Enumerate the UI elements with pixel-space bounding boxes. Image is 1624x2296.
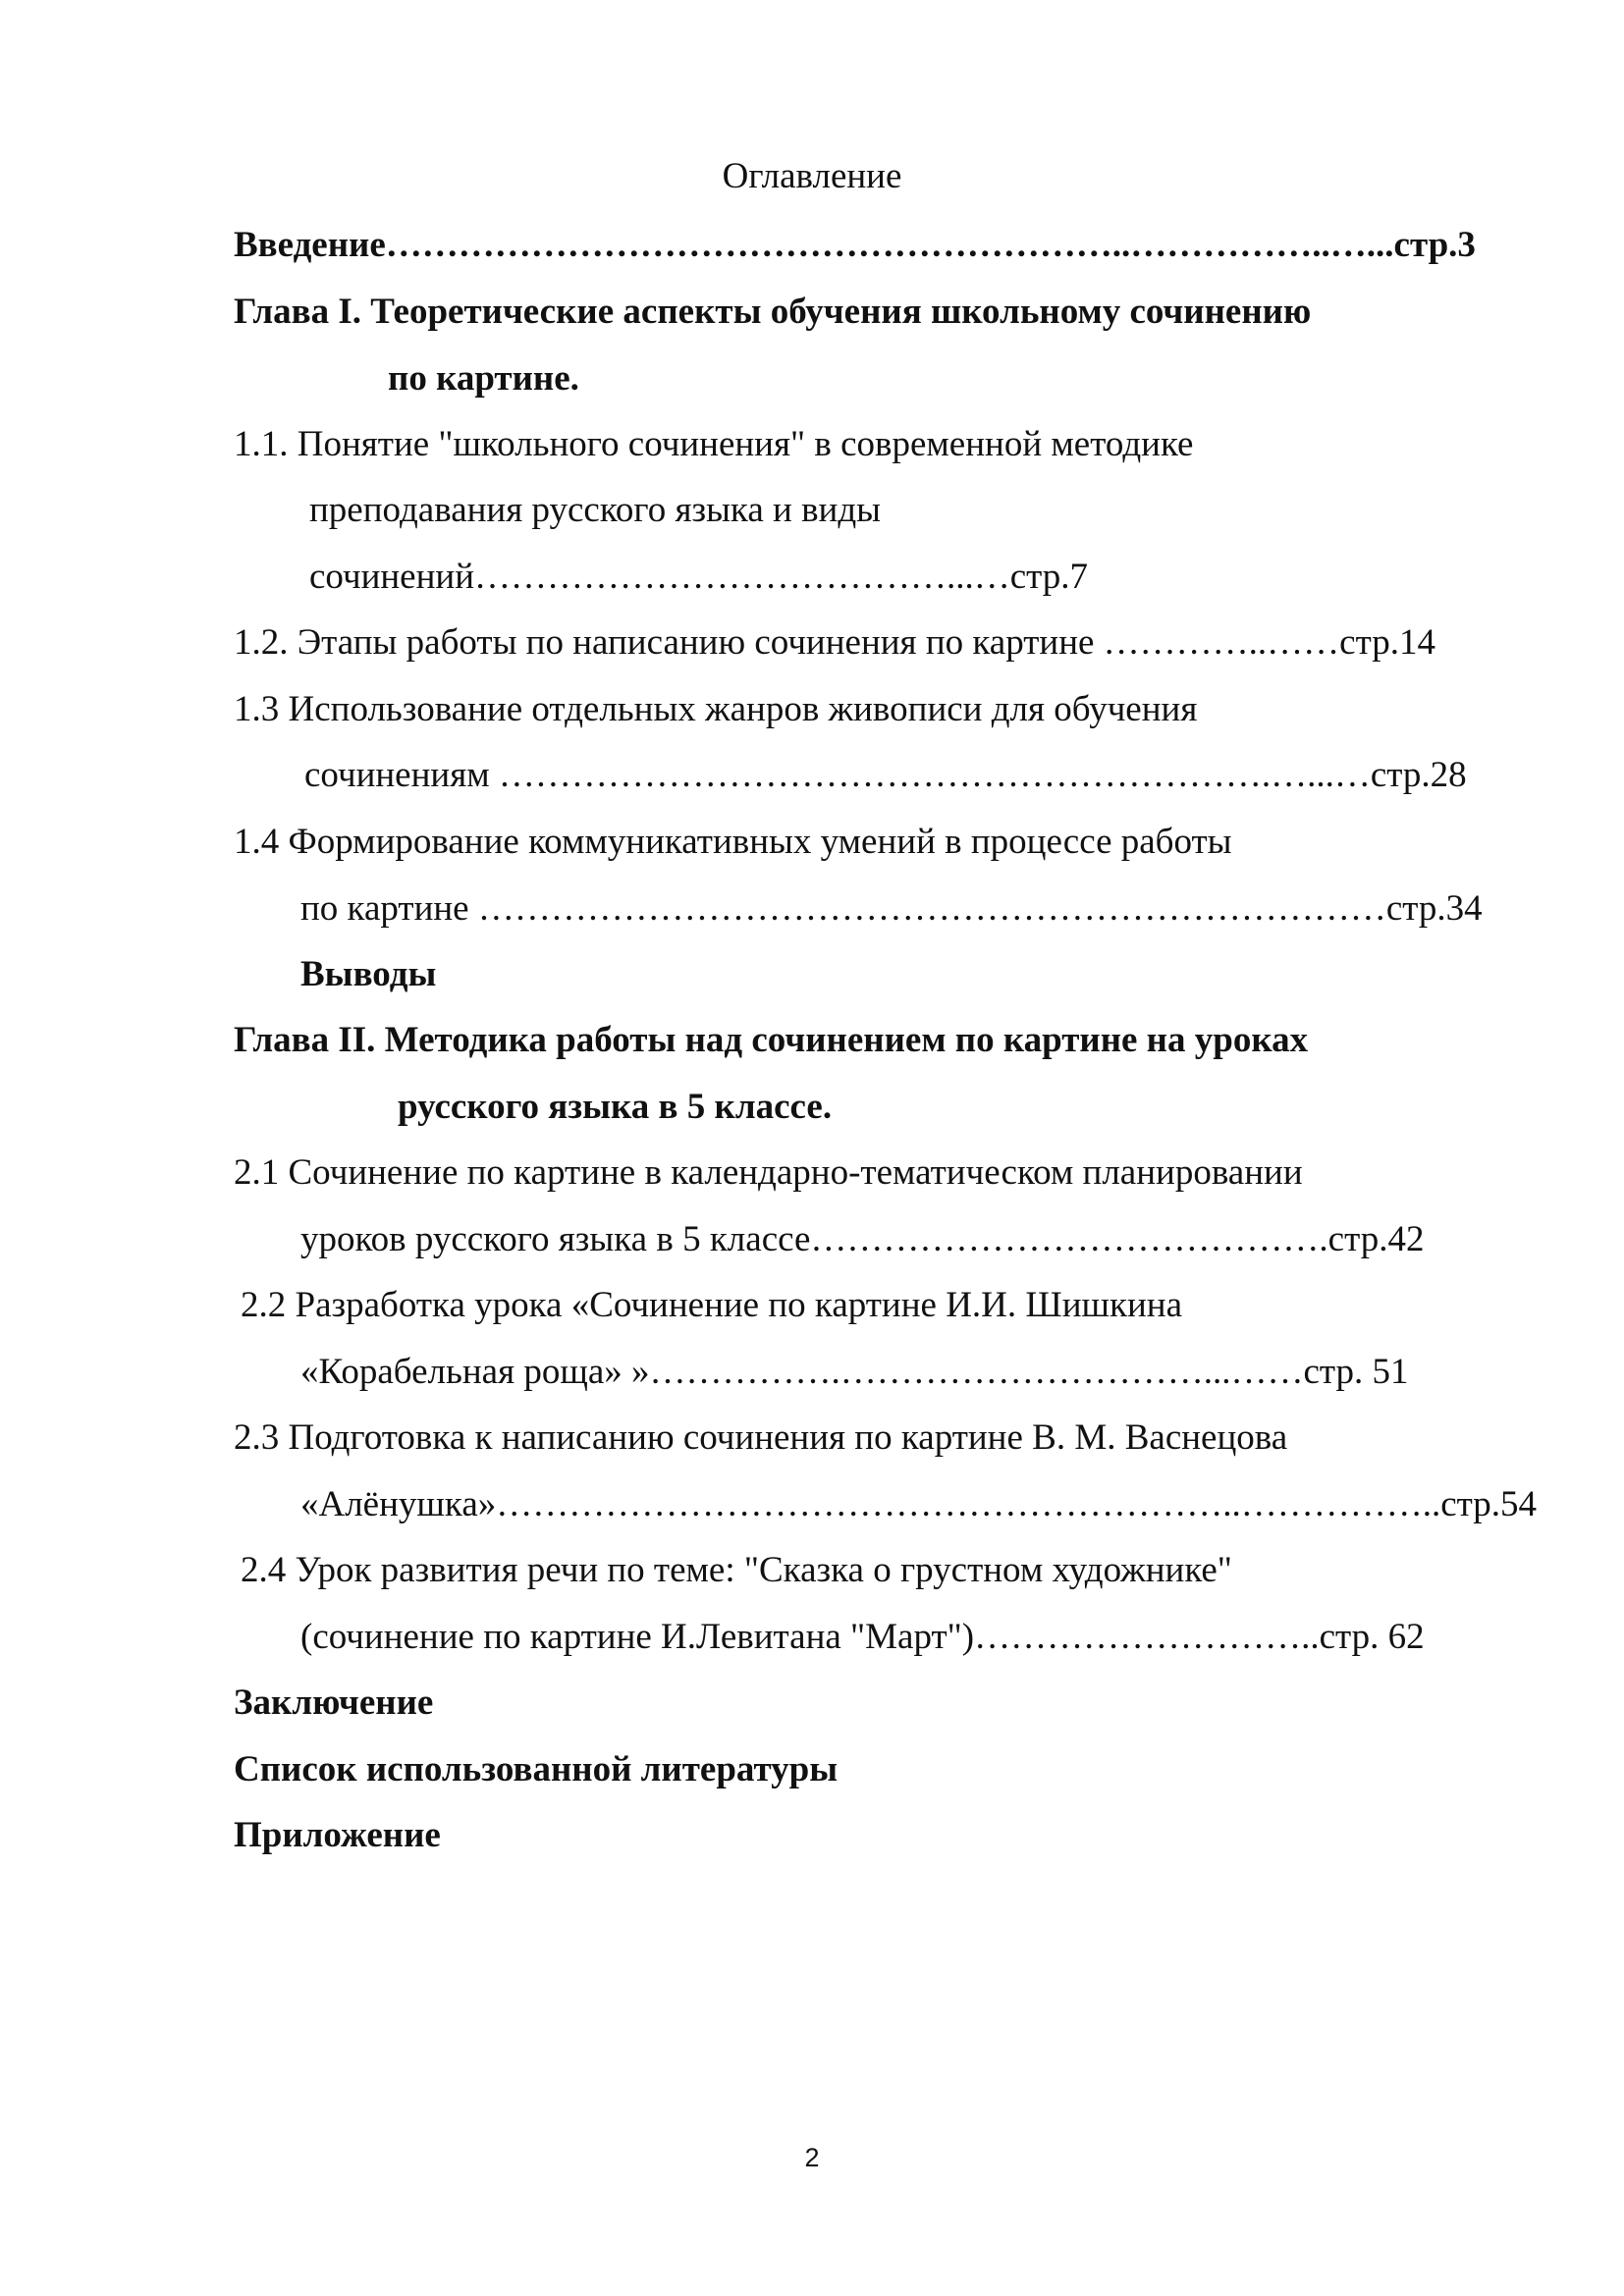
toc-entry-conclusion: Заключение <box>234 1682 434 1723</box>
toc-entry-2-4: 2.4 Урок развития речи по теме: "Сказка о грустном художнике" <box>241 1550 1232 1590</box>
toc-entry-2-1-cont: уроков русского языка в 5 классе…………………………………….стр.42 <box>300 1219 1425 1259</box>
toc-entry-2-2: 2.2 Разработка урока «Сочинение по картине И.И. Шишкина <box>241 1285 1183 1325</box>
toc-chapter-2-title: Глава II. Методика работы над сочинением по картине на уроках <box>234 1020 1309 1060</box>
toc-entry-2-3-cont: «Алёнушка»……………………………………………………..……………..стр.54 <box>300 1484 1538 1524</box>
toc-entry-2-2-cont: «Корабельная роща» »…………….…………………………...……стр. 51 <box>300 1352 1409 1392</box>
toc-entry-introduction: Введение……………………………………………………..……………..…...стр.3 <box>234 225 1476 265</box>
toc-entry-1-3-cont: сочинениям ……………………………………………………….…...…стр.28 <box>304 755 1467 795</box>
toc-entry-2-3: 2.3 Подготовка к написанию сочинения по картине В. М. Васнецова <box>234 1417 1288 1458</box>
toc-entry-1-3: 1.3 Использование отдельных жанров живописи для обучения <box>234 689 1198 729</box>
toc-chapter-2-title-cont: русского языка в 5 классе. <box>398 1087 833 1127</box>
toc-entry-1-1-cont: преподавания русского языка и виды <box>309 490 882 530</box>
toc-entry-bibliography: Список использованной литературы <box>234 1749 839 1789</box>
toc-entry-2-4-cont: (сочинение по картине И.Левитана "Март")………………………..стр. 62 <box>300 1617 1425 1657</box>
toc-entry-2-1: 2.1 Сочинение по картине в календарно-тематическом планировании <box>234 1152 1303 1193</box>
toc-entry-conclusions: Выводы <box>300 954 437 994</box>
toc-entry-appendix: Приложение <box>234 1815 441 1855</box>
toc-entry-1-1: 1.1. Понятие "школьного сочинения" в современной методике <box>234 424 1194 464</box>
toc-chapter-1-title-cont: по картине. <box>388 358 579 399</box>
toc-entry-1-1-cont2: сочинений…………………………………...…стр.7 <box>309 557 1089 597</box>
toc-entry-1-4-cont: по картине …………………………………………………………………стр.34 <box>300 888 1483 929</box>
page-number: 2 <box>804 2143 820 2172</box>
page-title: Оглавление <box>722 156 902 196</box>
toc-entry-1-4: 1.4 Формирование коммуникативных умений в процессе работы <box>234 822 1232 862</box>
toc-chapter-1-title: Глава I. Теоретические аспекты обучения школьному сочинению <box>234 292 1312 332</box>
toc-entry-1-2: 1.2. Этапы работы по написанию сочинения по картине …………..……стр.14 <box>234 622 1435 663</box>
